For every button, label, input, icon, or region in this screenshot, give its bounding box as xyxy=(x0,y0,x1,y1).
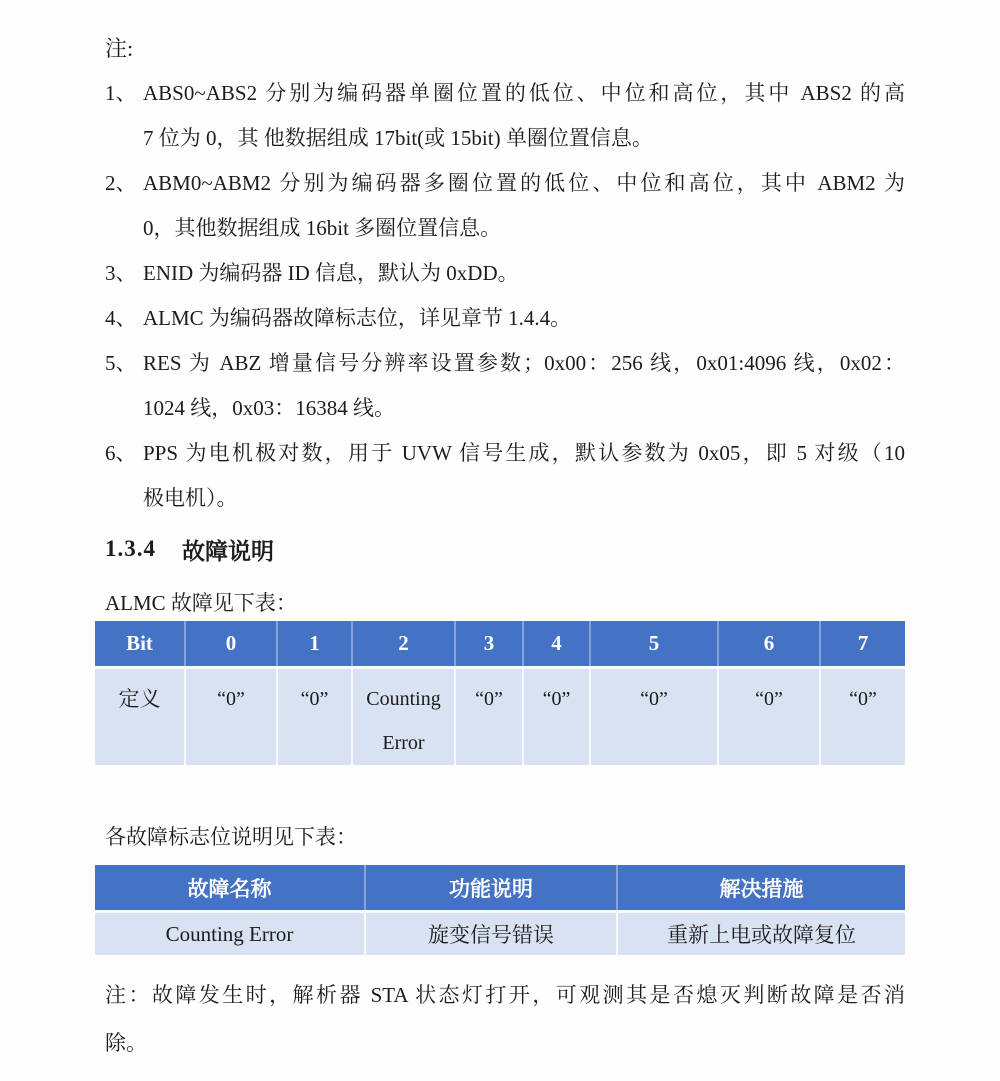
bit-value-cell: “0” xyxy=(590,668,718,766)
fault-bit-table xyxy=(95,621,905,765)
fault-function-header-cell: 功能说明 xyxy=(365,865,617,912)
bottom-note xyxy=(105,971,905,1067)
item-number: 1、 xyxy=(105,81,137,105)
item-line: PPS 为电机极对数，用于 UVW 信号生成，默认参数为 0x05，即 5 对级（10 xyxy=(143,441,905,465)
section-title: 故障说明 xyxy=(182,538,274,564)
bit-header-cell: 2 xyxy=(352,621,455,668)
fault-table-row xyxy=(95,912,905,956)
note-line: 除。 xyxy=(105,1031,147,1055)
bit-header-cell: 0 xyxy=(185,621,277,668)
bit-header-row xyxy=(95,621,905,668)
note-line: 注：故障发生时，解析器 STA 状态灯打开，可观测其是否熄灭判断故障是否消 xyxy=(105,983,905,1007)
bit-value-cell: “0” xyxy=(718,668,820,766)
item-line: 7 位为 0，其 他数据组成 17bit(或 15bit) 单圈位置信息。 xyxy=(143,126,653,150)
bit-header-cell: 1 xyxy=(277,621,352,668)
item-line: RES 为 ABZ 增量信号分辨率设置参数；0x00：256 线，0x01:4096 线，0x02： xyxy=(143,351,905,375)
bit-value-cell: “0” xyxy=(455,668,523,766)
section-number: 1.3.4 xyxy=(105,536,156,561)
bit-value-cell: “0” xyxy=(523,668,590,766)
item-body xyxy=(143,431,905,521)
bit-value-cell: “0” xyxy=(277,668,352,766)
item-line: ABM0~ABM2 分别为编码器多圈位置的低位、中位和高位，其中 ABM2 为 xyxy=(143,171,905,195)
item-number: 4、 xyxy=(105,306,137,330)
item-line: 极电机）。 xyxy=(143,486,238,510)
item-line: 0，其他数据组成 16bit 多圈位置信息。 xyxy=(143,216,502,240)
item-number: 3、 xyxy=(105,261,137,285)
list-item-6 xyxy=(105,431,905,521)
item-body xyxy=(143,341,905,431)
bit-header-cell: 6 xyxy=(718,621,820,668)
item-line: ALMC 为编码器故障标志位，详见章节 1.4.4。 xyxy=(143,306,572,330)
bit-header-cell: 7 xyxy=(820,621,905,668)
paragraph-flag-table: 各故障标志位说明见下表： xyxy=(105,825,357,849)
item-number: 2、 xyxy=(105,171,137,195)
fault-function-cell: 旋变信号错误 xyxy=(365,912,617,956)
fault-name-cell: Counting Error xyxy=(95,912,365,956)
item-line: ABS0~ABS2 分别为编码器单圈位置的低位、中位和高位，其中 ABS2 的高 xyxy=(143,81,905,105)
fault-name-header-cell: 故障名称 xyxy=(95,865,365,912)
bit-header-cell: 3 xyxy=(455,621,523,668)
item-number: 6、 xyxy=(105,441,137,465)
list-item-2 xyxy=(105,161,905,251)
numbered-list xyxy=(105,71,905,521)
item-body xyxy=(143,296,905,341)
item-body xyxy=(143,161,905,251)
definition-row xyxy=(95,668,905,766)
section-heading xyxy=(105,529,905,569)
item-body xyxy=(143,251,905,296)
definition-label-cell: 定义 xyxy=(95,668,185,766)
list-item-1 xyxy=(105,71,905,161)
bit-value-cell: Counting Error xyxy=(352,668,455,766)
bit-header-cell: 4 xyxy=(523,621,590,668)
bit-value-cell: “0” xyxy=(185,668,277,766)
fault-table-header-row xyxy=(95,865,905,912)
bit-value-cell: “0” xyxy=(820,668,905,766)
note-label: 注: xyxy=(105,36,134,61)
bit-header-cell: 5 xyxy=(590,621,718,668)
paragraph-almc-table: ALMC 故障见下表： xyxy=(105,591,297,615)
list-item-3 xyxy=(105,251,905,296)
item-body xyxy=(143,71,905,161)
bit-header-cell: Bit xyxy=(95,621,185,668)
fault-solution-header-cell: 解决措施 xyxy=(617,865,905,912)
list-item-4 xyxy=(105,296,905,341)
item-line: 1024 线，0x03：16384 线。 xyxy=(143,396,395,420)
fault-solution-cell: 重新上电或故障复位 xyxy=(617,912,905,956)
item-line: ENID 为编码器 ID 信息，默认为 0xDD。 xyxy=(143,261,519,285)
item-number: 5、 xyxy=(105,351,137,375)
list-item-5 xyxy=(105,341,905,431)
fault-description-table xyxy=(95,865,905,955)
